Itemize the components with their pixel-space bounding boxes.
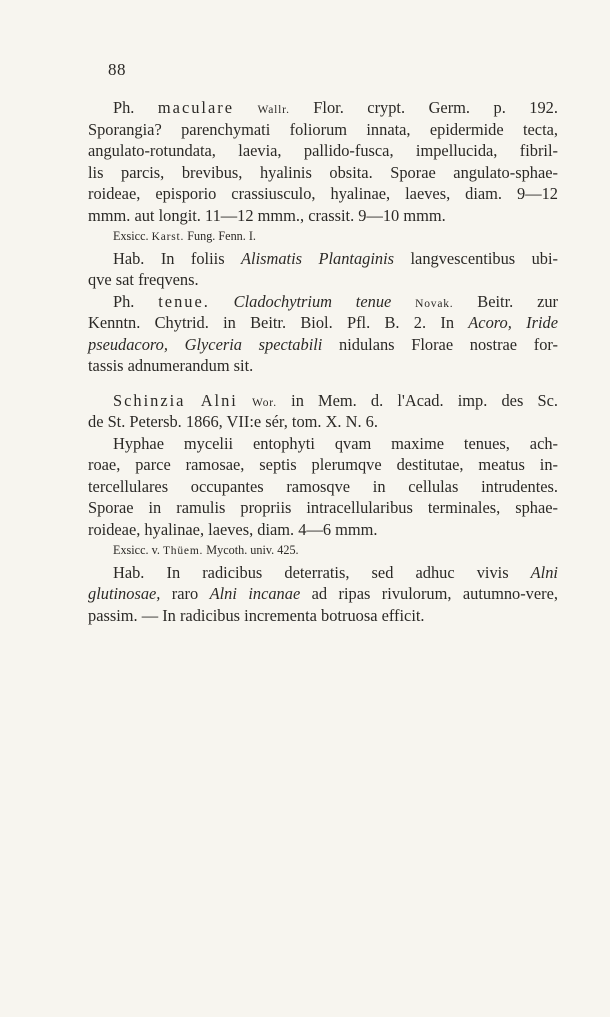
entry-maculare-desc-5 xyxy=(88,205,558,227)
schinzia-desc-1 xyxy=(88,433,558,455)
text-run: Alni incanae xyxy=(209,584,301,603)
text-run: tercellulares occupantes ramosqve in cellulas intrudentes. xyxy=(88,476,558,496)
schinzia-hab-1 xyxy=(88,562,558,584)
text-run: Exsicc. v. xyxy=(113,543,163,557)
entry-maculare-hab-2 xyxy=(88,269,558,291)
text-run: pseudacoro, Glyceria spectabili xyxy=(88,334,323,354)
text-run: Hab. In radicibus deterratis, sed adhuc vivis xyxy=(113,562,531,582)
text-run: raro xyxy=(160,584,210,603)
entry-maculare-hab-1 xyxy=(88,248,558,270)
text-run: Kenntn. Chytrid. in Beitr. Biol. Pfl. B. 2. In xyxy=(88,313,469,332)
entry-maculare-header xyxy=(88,97,558,119)
text-run: Acoro, Iride xyxy=(468,313,558,332)
paragraph-gap xyxy=(88,377,558,390)
text-run: Schinzia Alni xyxy=(113,390,238,410)
entry-tenue-3 xyxy=(88,334,558,356)
entry-tenue-2 xyxy=(88,312,558,334)
entry-maculare-desc-1 xyxy=(88,119,558,141)
schinzia-hab-2 xyxy=(88,583,558,605)
text-run: in Mem. d. l'Acad. imp. des Sc. xyxy=(276,390,558,410)
text-run xyxy=(238,391,252,410)
text-run: Flor. crypt. Germ. p. 192. xyxy=(289,98,558,117)
text-run: Ph. xyxy=(113,291,159,311)
text-run: Wallr. xyxy=(257,104,290,116)
text-run: ad ripas rivulorum, autumno-vere, xyxy=(300,584,558,603)
entry-maculare-desc-2 xyxy=(88,140,558,162)
text-run: Ph. xyxy=(113,98,158,117)
schinzia-exsicc xyxy=(88,540,558,562)
schinzia-desc-3 xyxy=(88,476,558,498)
text-run: Alni xyxy=(530,562,558,582)
text-run: Hab. In foliis xyxy=(113,248,242,268)
text-run xyxy=(391,292,415,311)
entry-tenue-4 xyxy=(88,355,558,377)
text-run: langvescentibus ubi- xyxy=(394,248,559,268)
text-run: de St. Petersb. 1866, VII:e sér, tom. X. N. 6. xyxy=(88,412,378,431)
text-run xyxy=(210,292,234,311)
text-run xyxy=(234,98,258,117)
entry-maculare-desc-4 xyxy=(88,183,558,205)
text-run: Thüem. xyxy=(162,545,204,557)
text-run: roideae, episporio crassiusculo, hyalinae, laeves, diam. 9—12 xyxy=(88,184,558,203)
text-run: Fung. Fenn. I. xyxy=(184,229,256,243)
text-run: Karst. xyxy=(151,231,185,243)
text-run: qve sat freqvens. xyxy=(88,270,199,289)
text-run: Wor. xyxy=(252,396,277,409)
text-run: Alismatis Plantaginis xyxy=(241,248,395,268)
genus-schinzia-1 xyxy=(88,390,558,412)
text-run: Mycoth. univ. 425. xyxy=(203,543,299,557)
text-run: mmm. aut longit. 11—12 mmm., crassit. 9—10 mmm. xyxy=(88,205,446,225)
entry-maculare-desc-3 xyxy=(88,162,558,184)
schinzia-desc-2 xyxy=(88,454,558,476)
text-run: Sporangia? parenchymati foliorum innata, epidermide tecta, xyxy=(88,119,558,139)
text-run: roae, parce ramosae, septis plerumqve destitutae, meatus in- xyxy=(88,455,558,474)
text-run: Sporae in ramulis propriis intracellularibus terminales, sphae- xyxy=(88,498,558,517)
text-run: passim. — In radicibus incrementa botruosa efficit. xyxy=(88,605,425,625)
text-body xyxy=(88,97,558,626)
page-number: 88 xyxy=(108,60,126,79)
text-run: Cladochytrium tenue xyxy=(233,291,392,311)
text-run: Exsicc. xyxy=(113,229,152,243)
text-run: tassis adnumerandum sit. xyxy=(88,356,254,375)
genus-schinzia-2 xyxy=(88,411,558,433)
text-run: roideae, hyalinae, laeves, diam. 4—6 mmm. xyxy=(88,519,378,539)
schinzia-desc-5 xyxy=(88,519,558,541)
schinzia-hab-3 xyxy=(88,605,558,627)
text-run: Hyphae mycelii entophyti qvam maxime tenues, ach- xyxy=(113,433,558,453)
entry-tenue-1 xyxy=(88,291,558,313)
schinzia-desc-4 xyxy=(88,497,558,519)
text-run: Beitr. zur xyxy=(453,291,559,311)
text-run: maculare xyxy=(157,98,234,117)
text-run: nidulans Florae nostrae for- xyxy=(322,334,558,354)
text-run: Novak. xyxy=(415,297,454,310)
text-run: angulato-rotundata, laevia, pallido-fusca, impellucida, fibril- xyxy=(88,141,558,160)
text-run: tenue. xyxy=(158,291,210,311)
text-run: glutinosae, xyxy=(88,584,161,603)
text-run: lis parcis, brevibus, hyalinis obsita. Sporae angulato-sphae- xyxy=(88,162,558,182)
entry-maculare-exsicc xyxy=(88,226,558,248)
